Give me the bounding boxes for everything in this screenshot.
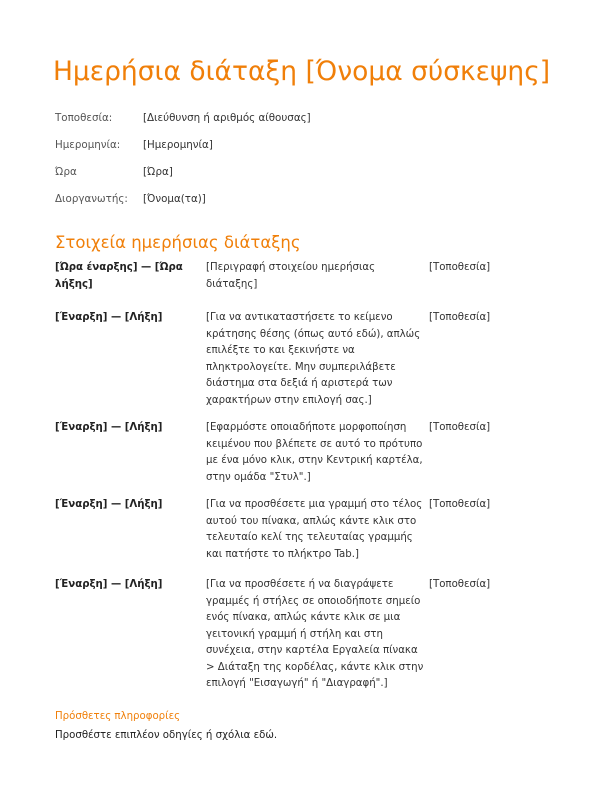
date-label: Ημερομηνία: (55, 139, 121, 151)
time-value[interactable]: [Ώρα] (143, 166, 173, 178)
location-label: Τοποθεσία: (55, 112, 113, 124)
agenda-item-location[interactable]: [Τοποθεσία] (429, 499, 491, 510)
document-title[interactable]: Ημερήσια διάταξη [Όνομα σύσκεψης] (53, 56, 551, 87)
date-value[interactable]: [Ημερομηνία] (143, 139, 213, 151)
agenda-item-description[interactable]: [Εφαρμόστε οποιαδήποτε μορφοποίηση κειμένου που βλέπετε σε αυτό το πρότυπο με ένα μόνο κλικ, στην Κεντρική καρτέλα, στην ομάδα "Στυλ".] (206, 422, 423, 483)
agenda-heading: Στοιχεία ημερήσιας διάταξης (55, 233, 301, 252)
agenda-item-description[interactable]: [Για να προσθέσετε ή να διαγράψετε γραμμές ή στήλες σε οποιοδήποτε σημείο ενός πίνακα, απλώς κάντε κλικ σε μια γειτονική γραμμή ή στήλη και στη συνέχεια, στην καρτέλα Εργαλεία πίνακα > Διάταξη της κορδέλας, κάντε κλικ στην επιλογή "Εισαγωγή" ή "Διαγραφή".] (206, 579, 424, 689)
additional-info-heading: Πρόσθετες πληροφορίες (55, 711, 181, 722)
agenda-item-location[interactable]: [Τοποθεσία] (429, 262, 491, 273)
agenda-item-time[interactable]: [Έναρξη] — [Λήξη] (55, 579, 163, 590)
time-label: Ώρα (55, 166, 77, 178)
agenda-item-time[interactable]: [Έναρξη] — [Λήξη] (55, 422, 163, 433)
organizer-label: Διοργανωτής: (55, 193, 128, 205)
agenda-item-time[interactable]: [Ώρα έναρξης] — [Ώρα λήξης] (55, 262, 183, 290)
agenda-item-location[interactable]: [Τοποθεσία] (429, 312, 491, 323)
agenda-item-description[interactable]: [Περιγραφή στοιχείου ημερήσιας διάταξης] (206, 262, 376, 290)
agenda-item-description[interactable]: [Για να προσθέσετε μια γραμμή στο τέλος αυτού του πίνακα, απλώς κάντε κλικ στο τελευταίο κελί της τελευταίας γραμμής και πατήστε το πλήκτρο Tab.] (206, 499, 423, 560)
agenda-item-location[interactable]: [Τοποθεσία] (429, 422, 491, 433)
agenda-item-location[interactable]: [Τοποθεσία] (429, 579, 491, 590)
agenda-item-description[interactable]: [Για να αντικαταστήσετε το κείμενο κράτησης θέσης (όπως αυτό εδώ), απλώς επιλέξτε το και ξεκινήστε να πληκτρολογείτε. Μην συμπεριλάβετε διάστημα στα δεξιά ή αριστερά των χαρακτήρων στην επιλογή σας.] (206, 312, 421, 406)
location-value[interactable]: [Διεύθυνση ή αριθμός αίθουσας] (143, 112, 311, 124)
additional-info-text[interactable]: Προσθέστε επιπλέον οδηγίες ή σχόλια εδώ. (55, 730, 278, 741)
organizer-value[interactable]: [Όνομα(τα)] (143, 193, 206, 205)
agenda-item-time[interactable]: [Έναρξη] — [Λήξη] (55, 499, 163, 510)
agenda-item-time[interactable]: [Έναρξη] — [Λήξη] (55, 312, 163, 323)
